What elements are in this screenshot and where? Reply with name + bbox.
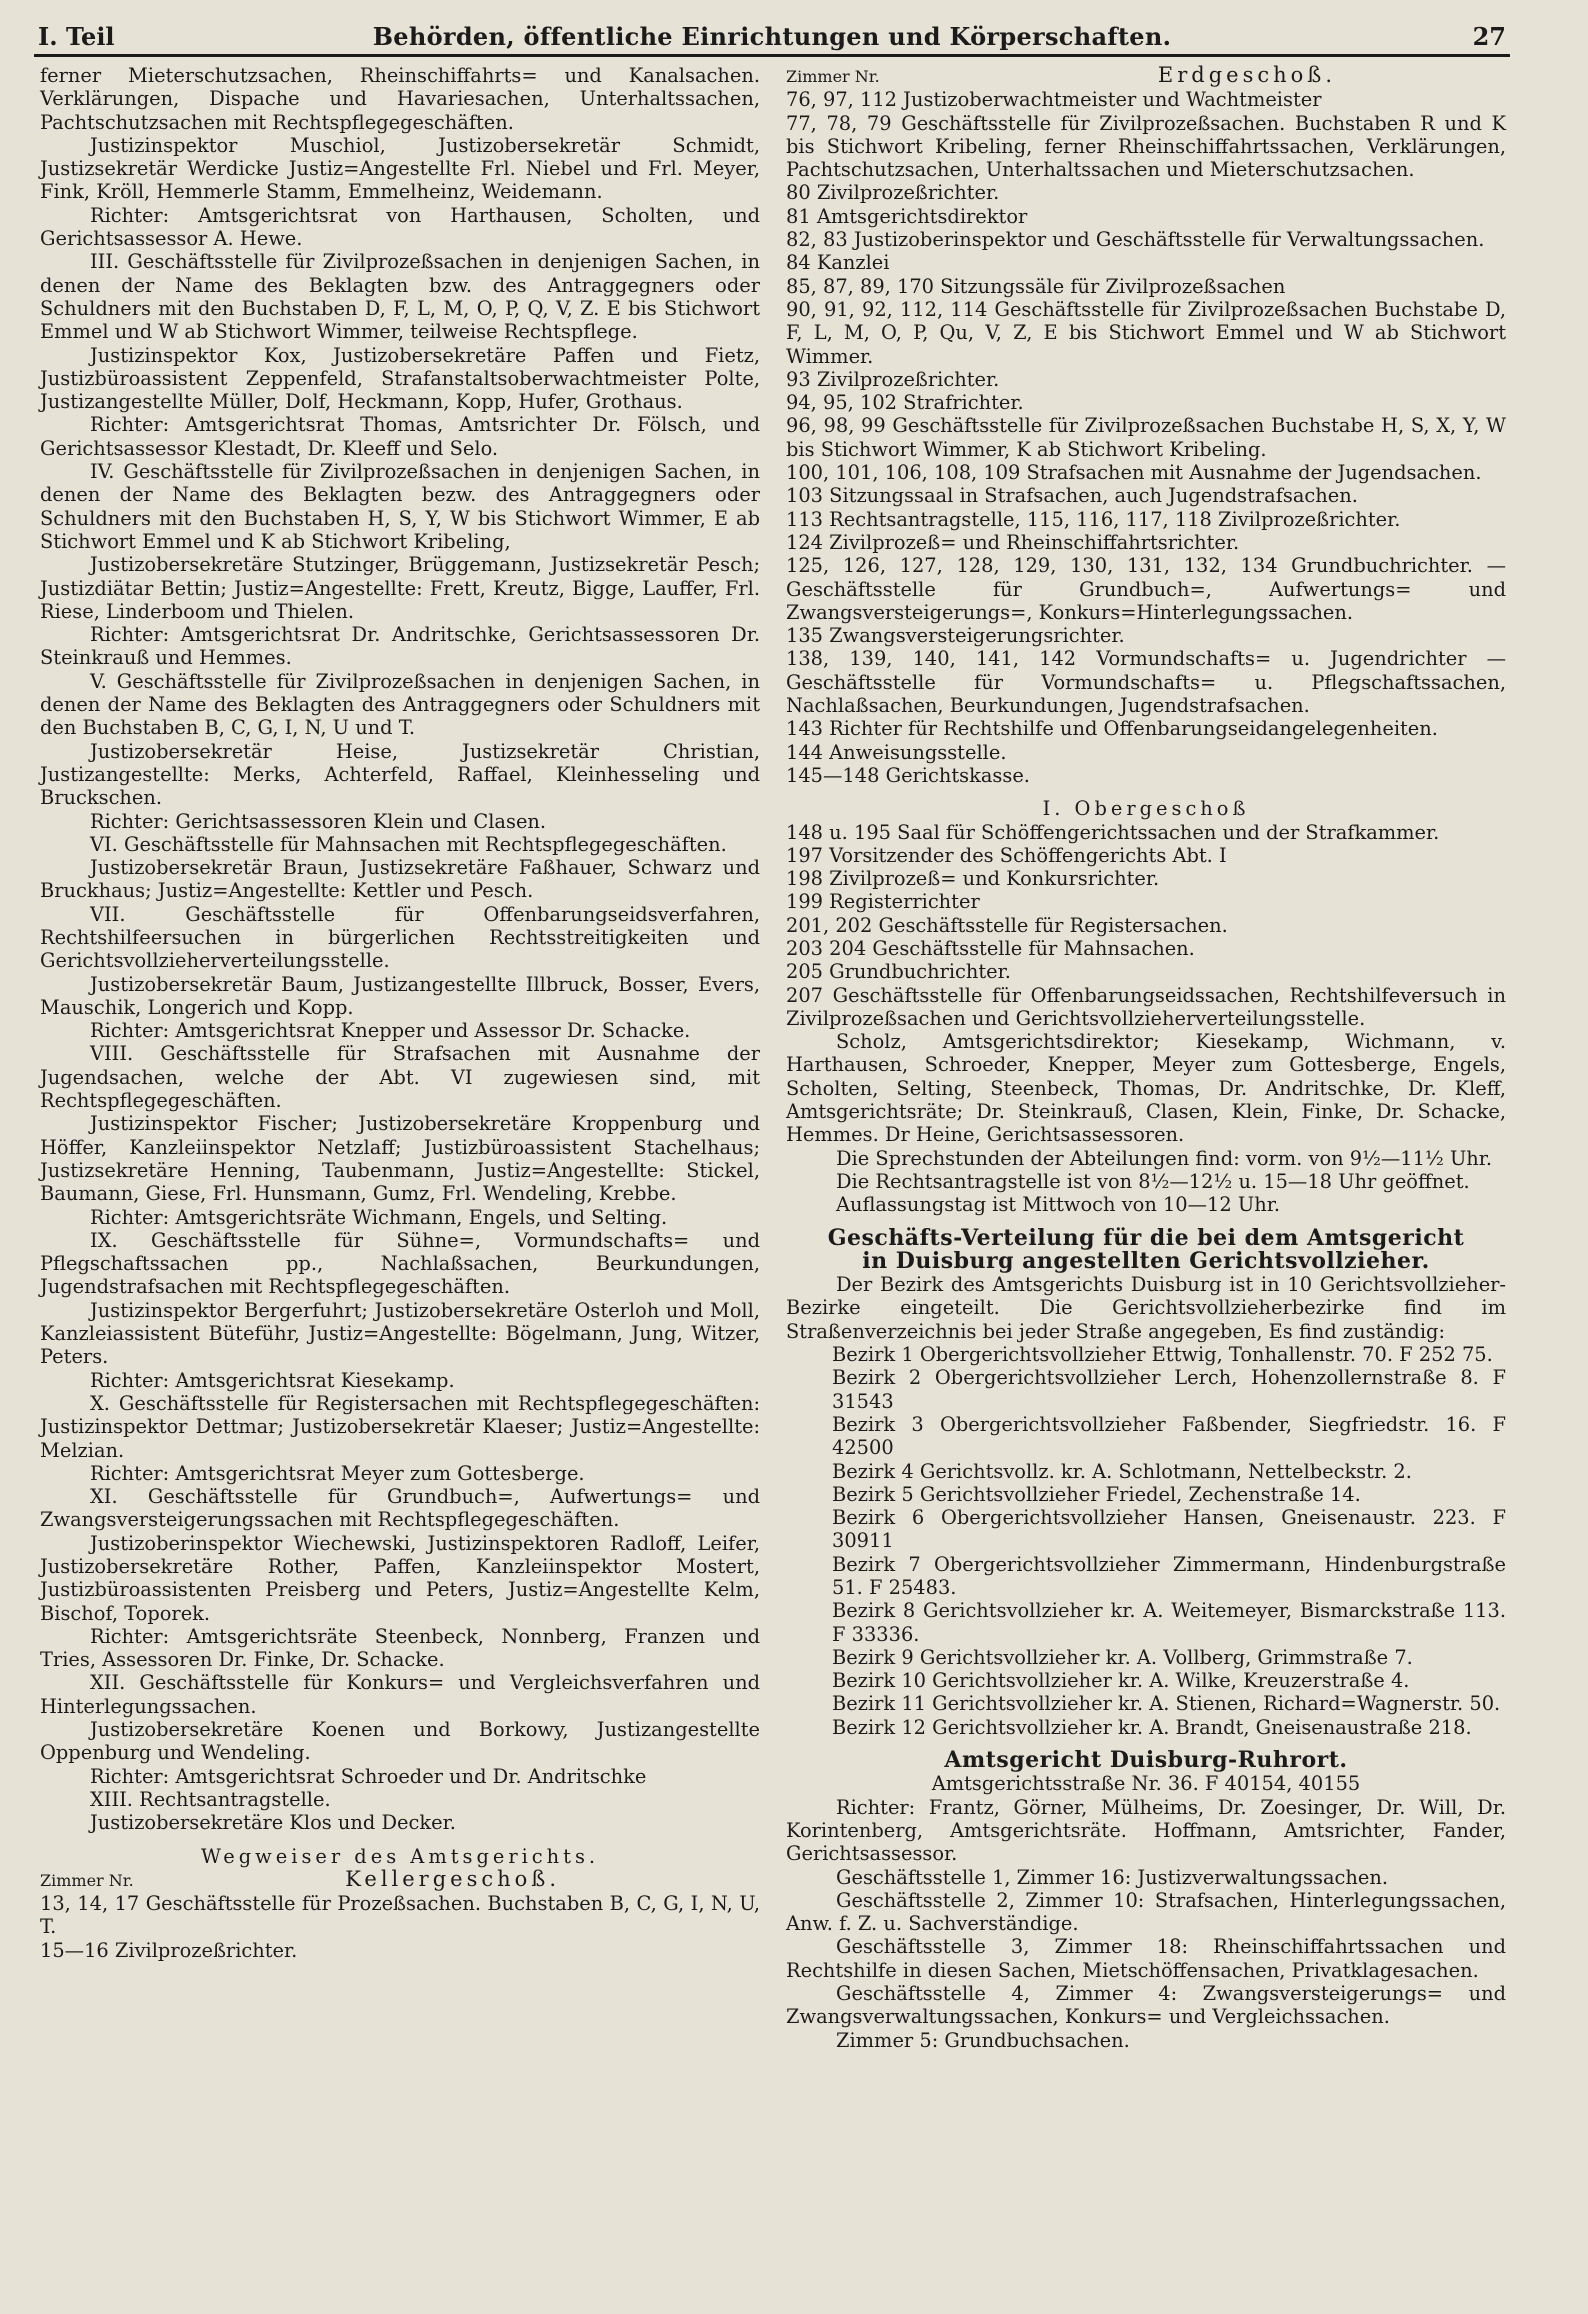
room-row: 85, 87, 89, 170 Sitzungssäle für Zivilprozeßsachen <box>786 274 1286 298</box>
office-row: Geschäftsstelle 4, Zimmer 4: Zwangsversteigerungs= und Zwangsverwaltungssachen, Konkurs= und Vergleichssachen. <box>786 1982 1506 2029</box>
room-row: 198 Zivilprozeß= und Konkursrichter. <box>786 867 1160 891</box>
paragraph: XI. Geschäftsstelle für Grundbuch=, Aufwertungs= und Zwangsversteigerungssachen mit Rechtspflegegeschäften. <box>40 1485 760 1532</box>
hours-line: Die Sprechstunden der Abteilungen find: vorm. von 9½—11½ Uhr. <box>836 1146 1493 1170</box>
room-row: 81 Amtsgerichtsdirektor <box>786 204 1028 228</box>
room-row: 103 Sitzungssaal in Strafsachen, auch Jugendstrafsachen. <box>786 484 1358 508</box>
room-row: 145—148 Gerichtskasse. <box>786 763 1030 787</box>
paragraph: X. Geschäftsstelle für Registersachen mit Rechtspflegegeschäften: Justizinspektor Dettmar; Justizobersekretär Klaeser; Justiz=Angestellte: Melzian. <box>40 1391 760 1462</box>
header-rule <box>34 54 1510 57</box>
room-row: 205 Grundbuchrichter. <box>786 960 1011 984</box>
right-column <box>786 64 1506 2052</box>
paragraph: Richter: Gerichtsassessoren Klein und Clasen. <box>90 809 547 833</box>
paragraph: V. Geschäftsstelle für Zivilprozeßsachen in denjenigen Sachen, in denen der Name des Beklagten des Antraggegners oder Schuldners mit den Buchstaben B, C, G, I, N, U und T. <box>40 669 760 740</box>
paragraph: XIII. Rechtsantragstelle. <box>90 1787 331 1811</box>
hours-line: Auflassungstag ist Mittwoch von 10—12 Uhr. <box>836 1193 1281 1217</box>
paragraph: Justizinspektor Fischer; Justizobersekretäre Kroppenburg und Höffer, Kanzleiinspektor Netzlaff; Justizbüroassistent Stachelhaus; Justizsekretäre Henning, Taubenmann, Justiz=Angestellte: Stickel, Baumann, Giese, Frl. Hunsmann, Gumz, Frl. Wendeling, Krebbe. <box>40 1112 760 1206</box>
paragraph: XII. Geschäftsstelle für Konkurs= und Vergleichsverfahren und Hinterlegungssachen. <box>40 1671 760 1718</box>
paragraph: Richter: Amtsgerichtsrat Knepper und Assessor Dr. Schacke. <box>90 1019 691 1043</box>
gv-title: in Duisburg angestellten Gerichtsvollzieher. <box>862 1247 1430 1274</box>
room-row: 138, 139, 140, 141, 142 Vormundschafts= u. Jugendrichter — Geschäftsstelle für Vormundschafts= u. Pflegschaftssachen, Nachlaßsachen, Beurkundungen, Jugendstrafsachen. <box>786 647 1506 718</box>
room-row: 93 Zivilprozeßrichter. <box>786 367 1000 391</box>
spacer <box>40 1835 760 1845</box>
office-row: Geschäftsstelle 2, Zimmer 10: Strafsachen, Hinterlegungssachen, Anw. f. Z. u. Sachverständige. <box>786 1888 1506 1936</box>
paragraph: Justizobersekretär Baum, Justizangestellte Illbruck, Bosser, Evers, Mauschik, Longerich und Kopp. <box>40 972 760 1019</box>
page-header <box>38 22 1506 52</box>
room-row: 113 Rechtsantragstelle, 115, 116, 117, 118 Zivilprozeßrichter. <box>786 507 1401 531</box>
bezirk-row: Bezirk 11 Gerichtsvollzieher kr. A. Stienen, Richard=Wagnerstr. 50. <box>832 1692 1501 1716</box>
room-row: 207 Geschäftsstelle für Offenbarungseidssachen, Rechtshilfeversuch in Zivilprozeßsachen und Gerichtsvollzieherverteilungsstelle. <box>786 983 1506 1030</box>
room-row: 144 Anweisungsstelle. <box>786 740 1007 764</box>
room-row: 100, 101, 106, 108, 109 Strafsachen mit Ausnahme der Jugendsachen. <box>786 461 1482 485</box>
wegweiser-title: Wegweiser des Amtsgerichts. <box>200 1844 600 1868</box>
room-row: 143 Richter für Rechtshilfe und Offenbarungseidangelegenheiten. <box>786 717 1438 741</box>
gv-title: Geschäfts-Verteilung für die bei dem Amtsgericht <box>827 1224 1465 1251</box>
paragraph: Richter: Amtsgerichtsrat Meyer zum Gottesberge. <box>90 1461 585 1485</box>
bezirk-row: Bezirk 9 Gerichtsvollzieher kr. A. Vollberg, Grimmstraße 7. <box>832 1645 1413 1669</box>
room-row: 82, 83 Justizoberinspektor und Geschäftsstelle für Verwaltungssachen. <box>786 228 1485 252</box>
zimmer-label: Zimmer Nr. <box>40 1870 134 1890</box>
office-row: Geschäftsstelle 3, Zimmer 18: Rheinschiffahrtssachen und Rechtshilfe in diesen Sachen, Mietschöffensachen, Privatklagesachen. <box>786 1935 1506 1982</box>
bezirk-row: Bezirk 4 Gerichtsvollz. kr. A. Schlotmann, Nettelbeckstr. 2. <box>832 1459 1412 1483</box>
paragraph: Richter: Amtsgerichtsrat Schroeder und Dr. Andritschke <box>90 1764 647 1788</box>
paragraph: Justizobersekretär Heise, Justizsekretär Christian, Justizangestellte: Merks, Achterfeld, Raffael, Kleinhesseling und Bruckschen. <box>40 739 760 810</box>
bezirk-row: Bezirk 7 Obergerichtsvollzieher Zimmermann, Hindenburgstraße 51. F 25483. <box>832 1552 1506 1599</box>
court-title: Amtsgericht Duisburg-Ruhrort. <box>944 1747 1348 1774</box>
paragraph: Richter: Amtsgerichtsräte Steenbeck, Nonnberg, Franzen und Tries, Assessoren Dr. Finke, Dr. Schacke. <box>40 1624 760 1672</box>
paragraph: Richter: Amtsgerichtsrat Dr. Andritschke, Gerichtsassessoren Dr. Steinkrauß und Hemmes. <box>40 623 760 670</box>
room-row: 90, 91, 92, 112, 114 Geschäftsstelle für Zivilprozeßsachen Buchstabe D, F, L, M, O, P, Qu, V, Z, E bis Stichwort Emmel und W ab Stichwort Wimmer. <box>786 297 1506 368</box>
room-row: 96, 98, 99 Geschäftsstelle für Zivilprozeßsachen Buchstabe H, S, X, Y, W bis Stichwort Wimmer, K ab Stichwort Kribeling. <box>786 414 1506 461</box>
gv-intro: Der Bezirk des Amtsgerichts Duisburg ist in 10 Gerichtsvollzieher-Bezirke eingeteilt. Die Gerichtsvollzieherbezirke find im Straßenverzeichnis bei jeder Straße angegeben, Es find zuständig: <box>786 1273 1506 1343</box>
paragraph: Justizinspektor Bergerfuhrt; Justizobersekretäre Osterloh und Moll, Kanzleiassistent Büteführ, Justiz=Angestellte: Bögelmann, Jung, Witzer, Peters. <box>40 1298 760 1369</box>
room-row: 77, 78, 79 Geschäftsstelle für Zivilprozeßsachen. Buchstaben R und K bis Stichwort Kribeling, ferner Rheinschiffahrtssachen, Verklärungen, Pachtschutzsachen, Unterhaltssachen und Mieterschutzsachen. <box>786 111 1506 182</box>
room-row: 13, 14, 17 Geschäftsstelle für Prozeßsachen. Buchstaben B, C, G, I, N, U, T. <box>40 1892 760 1939</box>
room-row: 199 Registerrichter <box>786 890 980 914</box>
bezirk-row: Bezirk 2 Obergerichtsvollzieher Lerch, Hohenzollernstraße 8. F 31543 <box>832 1366 1506 1413</box>
paragraph: III. Geschäftsstelle für Zivilprozeßsachen in denjenigen Sachen, in denen der Name des Beklagten bzw. des Antraggegners oder Schuldners mit den Buchstaben D, F, L, M, O, P, Q, V, Z. E bis Stichwort Emmel und W ab Stichwort Wimmer, teilweise Rechtspflege. <box>40 250 760 344</box>
section-label: I. Teil <box>38 22 115 51</box>
spacer <box>786 787 1506 797</box>
floor-title: I. Obergeschoß <box>1042 797 1250 821</box>
paragraph: Richter: Amtsgerichtsrat Thomas, Amtsrichter Dr. Fölsch, und Gerichtsassessor Klestadt, Dr. Kleeff und Selo. <box>40 413 760 460</box>
office-row: Zimmer 5: Grundbuchsachen. <box>836 2028 1130 2052</box>
paragraph: Justizobersekretäre Koenen und Borkowy, Justizangestellte Oppenburg und Wendeling. <box>40 1718 760 1765</box>
court-judges: Richter: Frantz, Görner, Mülheims, Dr. Zoesinger, Dr. Will, Dr. Korintenberg, Amtsgerichtsräte. Hoffmann, Amtsrichter, Fander, Gerichtsassessor. <box>786 1795 1506 1866</box>
room-row: 203 204 Geschäftsstelle für Mahnsachen. <box>786 936 1195 960</box>
erdgeschoss-head <box>786 64 1506 88</box>
paragraph: IX. Geschäftsstelle für Sühne=, Vormundschafts= und Pflegschaftssachen pp., Nachlaßsachen, Beurkundungen, Jugendstrafsachen mit Rechtspflegegeschäften. <box>40 1228 760 1299</box>
room-row: 76, 97, 112 Justizoberwachtmeister und Wachtmeister <box>786 88 1322 112</box>
room-row: 148 u. 195 Saal für Schöffengerichtssachen und der Strafkammer. <box>786 820 1440 844</box>
paragraph: Justizobersekretäre Klos und Decker. <box>90 1811 456 1835</box>
paragraph: IV. Geschäftsstelle für Zivilprozeßsachen in denjenigen Sachen, in denen der Name des Beklagten bezw. des Antraggegners oder Schuldners mit den Buchstaben H, S, Y, W bis Stichwort Wimmer, E ab Stichwort Emmel und K ab Stichwort Kribeling, <box>40 460 760 553</box>
room-row: 125, 126, 127, 128, 129, 130, 131, 132, 134 Grundbuchrichter. — Geschäftsstelle für Grundbuch=, Aufwertungs= und Zwangsversteigerungs=, Konkurs=Hinterlegungssachen. <box>786 554 1506 624</box>
room-row: 197 Vorsitzender des Schöffengerichts Abt. I <box>786 843 1227 867</box>
room-row: 201, 202 Geschäftsstelle für Registersachen. <box>786 913 1228 937</box>
paragraph: Justizinspektor Muschiol, Justizobersekretär Schmidt, Justizsekretär Werdicke Justiz=Angestellte Frl. Niebel und Frl. Meyer, Fink, Kröll, Hemmerle Stamm, Emmelheinz, Weidemann. <box>40 133 760 204</box>
running-title: Behörden, öffentliche Einrichtungen und Körperschaften. <box>372 22 1172 51</box>
bezirk-row: Bezirk 1 Obergerichtsvollzieher Ettwig, Tonhallenstr. 70. F 252 75. <box>832 1343 1493 1367</box>
paragraph: Justizobersekretäre Stutzinger, Brüggemann, Justizsekretär Pesch; Justizdiätar Bettin; Justiz=Angestellte: Frett, Kreutz, Bigge, Lauffer, Frl. Riese, Linderboom und Thielen. <box>40 553 760 623</box>
court-address: Amtsgerichtsstraße Nr. 36. F 40154, 40155 <box>931 1772 1361 1796</box>
paragraph: Richter: Amtsgerichtsrat Kiesekamp. <box>90 1368 455 1392</box>
room-row: 15—16 Zivilprozeßrichter. <box>40 1938 298 1962</box>
paragraph: Richter: Amtsgerichtsrat von Harthausen, Scholten, und Gerichtsassessor A. Hewe. <box>40 203 760 251</box>
room-row: 124 Zivilprozeß= und Rheinschiffahrtsrichter. <box>786 530 1240 554</box>
bezirk-row: Bezirk 3 Obergerichtsvollzieher Faßbender, Siegfriedstr. 16. F 42500 <box>832 1412 1506 1460</box>
room-row: 84 Kanzlei <box>786 251 890 275</box>
judges-paragraph: Scholz, Amtsgerichtsdirektor; Kiesekamp, Wichmann, v. Harthausen, Schroeder, Knepper, Meyer zum Gottesberge, Engels, Scholten, Selting, Steenbeck, Thomas, Dr. Andritschke, Dr. Kleff, Amtsgerichtsräte; Dr. Steinkrauß, Clasen, Klein, Finke, Dr. Schacke, Hemmes. Dr Heine, Gerichtsassessoren. <box>786 1030 1506 1147</box>
paragraph: Justizobersekretär Braun, Justizsekretäre Faßhauer, Schwarz und Bruckhaus; Justiz=Angestellte: Kettler und Pesch. <box>40 856 760 903</box>
paragraph: Richter: Amtsgerichtsräte Wichmann, Engels, und Selting. <box>90 1205 668 1229</box>
floor-title: Erdgeschoß. <box>1157 63 1336 87</box>
bezirk-row: Bezirk 6 Obergerichtsvollzieher Hansen, Gneisenaustr. 223. F 30911 <box>832 1506 1506 1553</box>
page-number: 27 <box>1472 22 1506 51</box>
bezirk-row: Bezirk 10 Gerichtsvollzieher kr. A. Wilke, Kreuzerstraße 4. <box>832 1669 1410 1693</box>
room-row: 80 Zivilprozeßrichter. <box>786 181 1000 205</box>
left-column <box>40 64 760 1962</box>
office-row: Geschäftsstelle 1, Zimmer 16: Justizverwaltungssachen. <box>836 1865 1388 1889</box>
bezirk-row: Bezirk 12 Gerichtsvollzieher kr. A. Brandt, Gneisenaustraße 218. <box>832 1715 1472 1739</box>
paragraph: VII. Geschäftsstelle für Offenbarungseidsverfahren, Rechtshilfeersuchen in bürgerlichen Rechtsstreitigkeiten und Gerichtsvollzieherverteilungsstelle. <box>40 902 760 973</box>
paragraph: VI. Geschäftsstelle für Mahnsachen mit Rechtspflegegeschäften. <box>90 832 727 856</box>
paragraph: ferner Mieterschutzsachen, Rheinschiffahrts= und Kanalsachen. Verklärungen, Dispache und Havariesachen, Unterhaltssachen, Pachtschutzsachen mit Rechtspflegegeschäften. <box>40 64 760 134</box>
paragraph: Justizoberinspektor Wiechewski, Justizinspektoren Radloff, Leifer, Justizobersekretäre Rother, Paffen, Kanzleiinspektor Mostert, Justizbüroassistenten Preisberg und Peters, Justiz=Angestellte Kelm, Bischof, Toporek. <box>40 1531 760 1625</box>
wegweiser-head <box>40 1868 760 1892</box>
bezirk-row: Bezirk 5 Gerichtsvollzieher Friedel, Zechenstraße 14. <box>832 1482 1361 1506</box>
zimmer-label: Zimmer Nr. <box>786 67 880 86</box>
room-row: 135 Zwangsversteigerungsrichter. <box>786 624 1125 648</box>
paragraph: Justizinspektor Kox, Justizobersekretäre Paffen und Fietz, Justizbüroassistent Zeppenfeld, Strafanstaltsoberwachtmeister Polte, Justizangestellte Müller, Dolf, Heckmann, Kopp, Hufer, Grothaus. <box>40 343 760 414</box>
hours-line: Die Rechtsantragstelle ist von 8½—12½ u. 15—18 Uhr geöffnet. <box>836 1169 1470 1193</box>
paragraph: VIII. Geschäftsstelle für Strafsachen mit Ausnahme der Jugendsachen, welche der Abt. VI zugewiesen sind, mit Rechtspflegegeschäften. <box>40 1042 760 1113</box>
room-row: 94, 95, 102 Strafrichter. <box>786 391 1024 415</box>
floor-title: Kellergeschoß. <box>345 1866 560 1891</box>
bezirk-row: Bezirk 8 Gerichtsvollzieher kr. A. Weitemeyer, Bismarckstraße 113. F 33336. <box>832 1599 1506 1646</box>
